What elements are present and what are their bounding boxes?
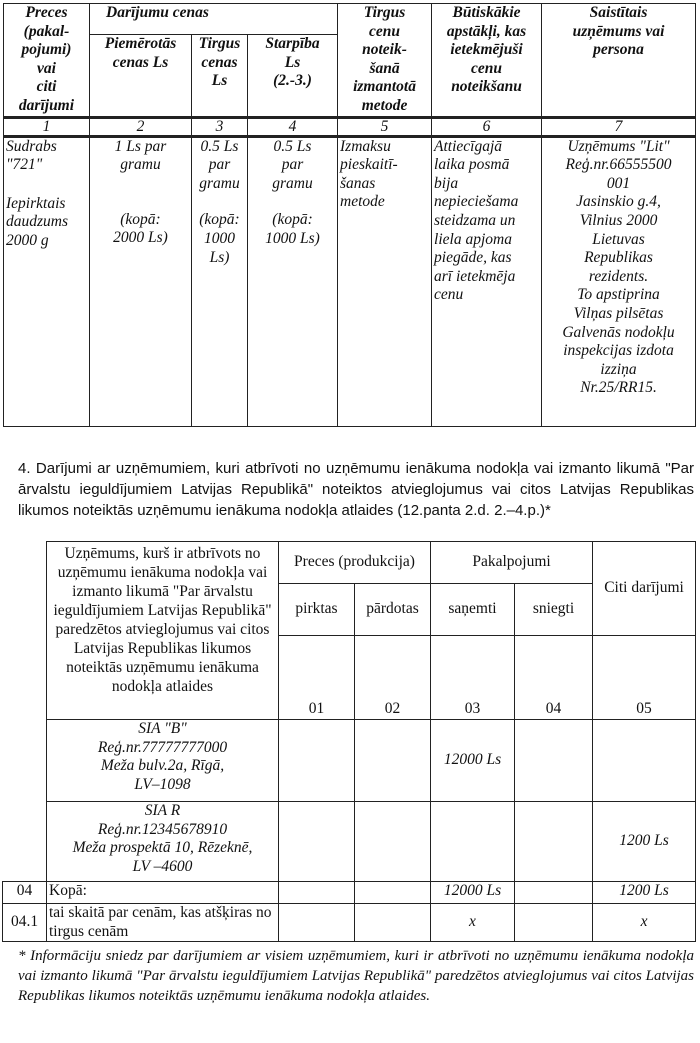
related-party-transactions-table xyxy=(3,3,696,427)
bought-cell xyxy=(279,882,355,904)
circumstances-cell: Attiecīgajā laika posmā bija nepieciešama steidzama un liela apjoma piegāde, kas arī ietekmēja cenu xyxy=(432,136,542,426)
footnote: * Informāciju sniedz par darījumiem ar visiem uzņēmumiem, kuri ir atbrīvoti no uzņēmumu ienākuma nodokļa vai izmanto likumā "Par ārvalstu ieguldījumiem Latvijas Republikā" paredzētos atvieglojumus vai citos Latvijas Republikas likumos noteiktās uzņēmumu ienākuma nodokļa atlaides. xyxy=(18,948,694,1004)
header-rendered: sniegti xyxy=(515,584,593,636)
total-code: 04 xyxy=(3,882,47,904)
table-row xyxy=(4,136,696,426)
column-number: 5 xyxy=(338,117,432,136)
market-price-cell xyxy=(192,136,248,426)
header-related-party: Saistītais uzņēmums vai persona xyxy=(542,4,696,118)
column-number: 6 xyxy=(432,117,542,136)
header-services-group: Pakalpojumi xyxy=(431,542,593,584)
incl-received: x xyxy=(431,904,515,942)
difference-price: 0.5 Ls par gramu xyxy=(272,137,313,192)
header-sold: pārdotas xyxy=(355,584,431,636)
incl-row xyxy=(3,904,696,942)
difference-cell xyxy=(248,136,338,426)
rendered-cell xyxy=(515,720,593,802)
rendered-cell xyxy=(515,904,593,942)
applied-price-cell xyxy=(90,136,192,426)
header-entity: Uzņēmums, kurš ir atbrīvots no uzņēmumu ienākuma nodokļa vai izmanto likumā "Par ārvalstu ieguldījumiem Latvijas Republikā" paredzētos atvieglojumus vai citos Latvijas Republikas likumos noteiktās uzņēmumu ienākuma nodokļa atlaides xyxy=(47,542,279,720)
goods-name: Sudrabs "721" xyxy=(6,137,57,174)
rendered-cell xyxy=(515,882,593,904)
column-number: 4 xyxy=(248,117,338,136)
header-other-deals: Citi darījumi xyxy=(593,542,696,636)
column-number: 3 xyxy=(192,117,248,136)
goods-quantity: Iepirktais daudzums 2000 g xyxy=(6,194,69,249)
market-price: 0.5 Ls par gramu xyxy=(199,137,240,192)
other-cell: 1200 Ls xyxy=(593,802,696,882)
column-number: 1 xyxy=(4,117,90,136)
column-number: 2 xyxy=(90,117,192,136)
header-goods-group: Preces (produkcija) xyxy=(279,542,431,584)
table-row xyxy=(3,720,696,802)
sold-cell xyxy=(355,882,431,904)
market-total: (kopā: 1000 Ls) xyxy=(199,211,240,266)
total-received: 12000 Ls xyxy=(431,882,515,904)
sold-cell xyxy=(355,802,431,882)
other-cell xyxy=(593,720,696,802)
incl-label: tai skaitā par cenām, kas atšķiras no tirgus cenām xyxy=(47,904,279,942)
goods-cell xyxy=(4,136,90,426)
column-code: 03 xyxy=(431,636,515,720)
total-row xyxy=(3,882,696,904)
related-party-cell: Uzņēmums "Lit" Reģ.nr.66555500 001 Jasinskio g.4, Vilnius 2000 Lietuvas Republikas rezidents. To apstiprina Vilņas pilsētas Galvenās nodokļu inspekcijas izdota izziņa Nr.25/RR15. xyxy=(542,136,696,426)
received-cell: 12000 Ls xyxy=(431,720,515,802)
received-cell xyxy=(431,802,515,882)
header-circumstances: Būtiskākie apstākļi, kas ietekmējuši cenu noteikšanu xyxy=(432,4,542,118)
sold-cell xyxy=(355,904,431,942)
total-label: Kopā: xyxy=(47,882,279,904)
column-code: 01 xyxy=(279,636,355,720)
row-code-spacer xyxy=(3,542,47,882)
entity-cell: SIA "B" Reģ.nr.77777777000 Meža bulv.2a, Rīgā, LV–1098 xyxy=(47,720,279,802)
column-code: 02 xyxy=(355,636,431,720)
bought-cell xyxy=(279,802,355,882)
header-method: Tirgus cenu noteik- šanā izmantotā metode xyxy=(338,4,432,118)
applied-total: (kopā: 2000 Ls) xyxy=(113,210,168,247)
column-number: 7 xyxy=(542,117,696,136)
header-goods: Preces (pakal- pojumi) vai citi darījumi xyxy=(4,4,90,118)
column-code: 05 xyxy=(593,636,696,720)
header-difference: Starpība Ls (2.-3.) xyxy=(248,35,338,118)
incl-code: 04.1 xyxy=(3,904,47,942)
header-market-prices: Tirgus cenas Ls xyxy=(192,35,248,118)
rendered-cell xyxy=(515,802,593,882)
method-cell: Izmaksu pieskaitī- šanas metode xyxy=(338,136,432,426)
exempt-entities-table xyxy=(2,541,696,942)
header-prices-group: Darījumu cenas xyxy=(90,4,338,35)
sold-cell xyxy=(355,720,431,802)
header-applied-prices: Piemērotās cenas Ls xyxy=(90,35,192,118)
bought-cell xyxy=(279,904,355,942)
difference-total: (kopā: 1000 Ls) xyxy=(265,211,320,247)
section-4-heading: 4. Darījumi ar uzņēmumiem, kuri atbrīvoti no uzņēmumu ienākuma nodokļa vai izmanto likumā "Par ārvalstu ieguldījumiem Latvijas Republikā" noteiktos atvieglojumus vai citos Latvijas Republikas likumos noteiktās uzņēmumu ienākuma nodokļa atlaides (12.panta 2.d. 2.–4.p.)* xyxy=(18,460,694,519)
bought-cell xyxy=(279,720,355,802)
entity-cell: SIA R Reģ.nr.12345678910 Meža prospektā 10, Rēzeknē, LV –4600 xyxy=(47,802,279,882)
header-received: saņemti xyxy=(431,584,515,636)
header-bought: pirktas xyxy=(279,584,355,636)
column-code: 04 xyxy=(515,636,593,720)
incl-other: x xyxy=(593,904,696,942)
applied-price: 1 Ls par gramu xyxy=(114,137,167,174)
total-other: 1200 Ls xyxy=(593,882,696,904)
table-row xyxy=(3,802,696,882)
